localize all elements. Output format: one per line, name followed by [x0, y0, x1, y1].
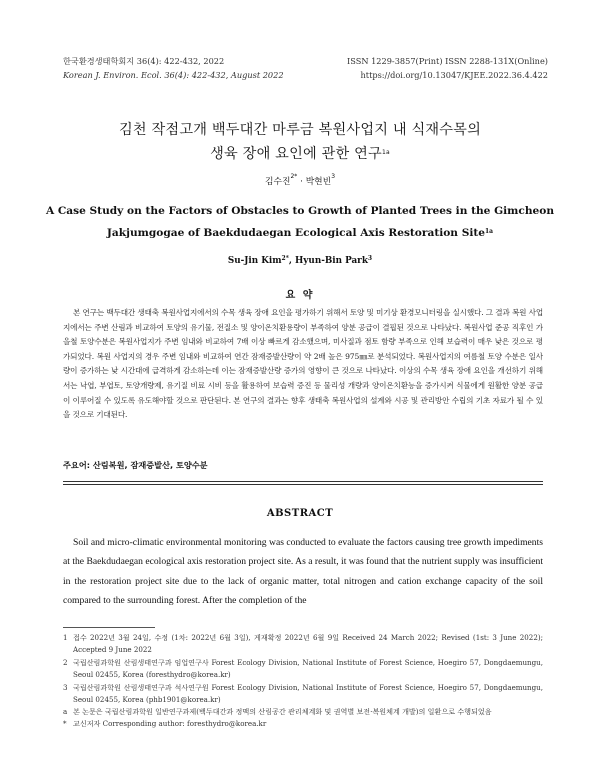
abstract-korean-heading: 요 약: [285, 290, 315, 301]
title-korean-line1: 김천 작점고개 백두대간 마루금 복원사업지 내 식재수목의: [119, 122, 481, 138]
issn-doi: [347, 54, 548, 82]
footnote-3: [63, 682, 543, 705]
author-en-2-sup: 3: [367, 255, 373, 262]
author-ko-sep: ·: [297, 177, 306, 187]
author-ko-1: 김수진: [264, 177, 291, 187]
author-ko-2: 박현빈: [305, 177, 332, 187]
footnote-divider: [63, 627, 155, 628]
footnote-2-mark: 2: [63, 658, 68, 667]
title-english-sup: 1a: [485, 228, 494, 235]
title-english-line1: A Case Study on the Factors of Obstacles to Growth of Planted Trees in the Gimcheon: [45, 205, 555, 217]
doi-link[interactable]: https://doi.org/10.13047/KJEE.2022.36.4.422: [360, 70, 548, 80]
journal-citation: [63, 54, 284, 82]
title-english-line2: [40, 222, 560, 244]
title-korean-sup: 1a: [381, 149, 390, 156]
footnote-2-text: 국립산림과학원 산림생태연구과 임업연구사 Forest Ecology Division, National Institute of Forest Science, Hoegiro 57, Dongdaemungu, Seoul 02455, Korea (foresthydro@korea.kr): [73, 658, 543, 679]
footnote-1-text: 접수 2022년 3월 24일, 수정 (1차: 2022년 6월 3일), 게재확정 2022년 6월 9일 Received 24 March 2022; Revised (1st: 3 June 2022); Accepted 9 June 2022: [73, 633, 543, 654]
title-english-line2-text: Jakjumgogae of Baekdudaegan Ecological Axis Restoration Site: [106, 227, 485, 239]
authors-korean: [0, 174, 600, 187]
footnote-1: [63, 632, 543, 655]
footnote-1-mark: 1: [63, 633, 68, 642]
keywords-korean: 주요어: 산림복원, 잠재증발산, 토양수분: [63, 460, 208, 470]
footnote-2: [63, 657, 543, 680]
issn: ISSN 1229-3857(Print) ISSN 2288-131X(Online): [347, 56, 548, 66]
author-en-1-sup: 2*: [281, 255, 289, 262]
footnote-3-text: 국립산림과학원 산림생태연구과 석사연구원 Forest Ecology Division, National Institute of Forest Science, Hoegiro 57, Dongdaemungu, Seoul 02455, Korea (phb1901@korea.kr): [73, 683, 543, 704]
journal-en: Korean J. Environ. Ecol. 36(4): 422-432, August 2022: [63, 70, 284, 80]
footnote-corresponding: [63, 718, 543, 730]
author-en-2: Hyun-Bin Park: [295, 256, 368, 266]
footnote-corresponding-mark: *: [63, 719, 67, 728]
journal-ko: 한국환경생태학회지 36(4): 422-432, 2022: [63, 56, 225, 66]
author-en-sep: ,: [288, 256, 295, 266]
abstract-english-text: Soil and micro-climatic environmental monitoring was conducted to evaluate the factors causing tree growth impediments at the Baekdudaegan ecological axis restoration project site. As a result, it was found that the nutrient supply was insufficient in the restoration project site due to the lack of organic matter, total nitrogen and cation exchange capacity of the soil compared to the surrounding forest. After the completion of the: [63, 537, 543, 607]
abstract-korean-text: 본 연구는 백두대간 생태축 복원사업지에서의 수목 생육 장애 요인을 평가하기 위해서 토양 및 미기상 환경모니터링을 실시했다. 그 결과 복원 사업지에서는 주변 산림과 비교하여 토양의 유기물, 전질소 및 양이온치환용량이 부족하여 양분 공급이 결핍된 것으로 나타났다. 복원사업 준공 직후인 가을철 토양수분은 복원사업지가 주변 임내와 비교하여 7배 이상 빠르게 감소했으며, 미사질과 점토 함량 부족으로 인해 보습력이 매우 낮은 것으로 평가되었다. 복원 사업지의 경우 주변 임내와 비교하여 연간 잠재증발산량이 약 2배 높은 975㎜로 분석되었다. 복원사업지의 여름철 토양 수분은 일사량이 증가하는 낮 시간대에 급격하게 감소하는데 이는 잠재증발산량 증가의 영향이 큰 것으로 나타났다. 이상의 수목 생육 장애 요인을 개선하기 위해서는 낙엽, 부엽토, 토양개량제, 유기질 비료 시비 등을 활용하여 보습력 증진 등 물리성 개량과 양이온치환능을 증가시켜 식물에게 원활한 양분 공급이 이루어질 수 있도록 유도해야할 것으로 판단된다. 본 연구의 결과는 향후 생태축 복원사업의 설계와 시공 및 관리방안 수립의 기초 자료가 될 수 있을 것으로 기대된다.: [63, 308, 543, 420]
footnote-a-text: 본 논문은 국립산림과학원 일반연구과제(백두대간과 정맥의 산림공간 관리체계화 및 권역별 보전·복원체계 개발)의 일환으로 수행되었음: [73, 707, 492, 716]
abstract-english-heading: ABSTRACT: [266, 508, 334, 519]
title-korean: [40, 118, 560, 166]
section-divider-top: [63, 481, 543, 482]
footnote-a-mark: a: [63, 707, 68, 716]
section-divider-bottom: [63, 484, 543, 485]
footnote-3-mark: 3: [63, 683, 68, 692]
footnote-corresponding-text: 교신저자 Corresponding author: foresthydro@korea.kr: [73, 719, 267, 728]
authors-english: [0, 256, 600, 266]
title-english: [40, 200, 560, 244]
title-korean-line2-text: 생육 장애 요인에 관한 연구: [210, 146, 382, 162]
author-ko-2-sup: 3: [331, 173, 336, 180]
footnote-a: [63, 706, 543, 718]
title-korean-line2: [40, 142, 560, 166]
author-ko-1-sup: 2*: [290, 173, 298, 180]
author-en-1: Su-Jin Kim: [227, 256, 282, 266]
